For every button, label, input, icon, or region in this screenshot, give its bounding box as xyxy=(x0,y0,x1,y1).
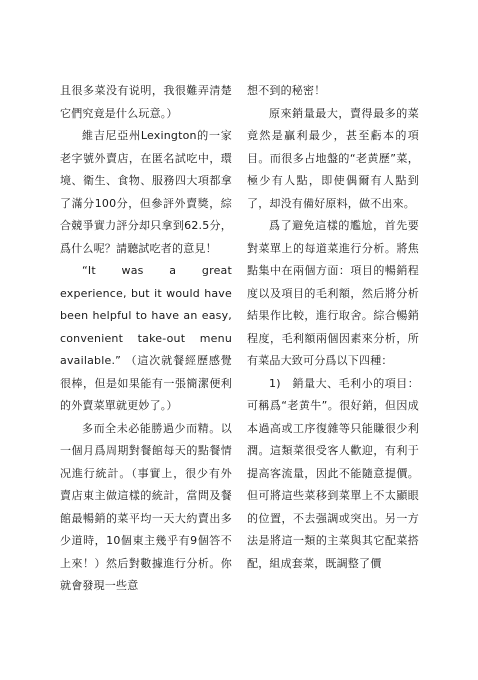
paragraph: 且很多菜没有说明，我很難弄清楚它們究竟是什么玩意。） xyxy=(60,84,232,120)
paragraph: 想不到的秘密！ xyxy=(247,84,326,97)
paragraph: 多而全未必能勝過少而精。以一個月爲周期對餐館每天的點餐情况進行統計。（事實上，很少有外賣店東主做這樣的統計，當問及餐館最暢銷的菜平均一天大約賣出多少道時，10個東主幾乎有9個答不上來！）然后對數據進行分析。你就會發現一些意 xyxy=(60,421,232,592)
paragraph: 維吉尼亞州Lexington的一家老字號外賣店，在匿名試吃中，環境、衛生、食物、服務四大項都拿了滿分100分，但參評外賣獎，綜合競爭實力評分却只拿到62.5分，爲什么呢？請聽試吃者的意見！ xyxy=(60,129,232,255)
paragraph: 1) 銷量大、毛利小的項目：可稱爲“老黄牛”。很好銷，但因成本過高或工序復雜等只能賺很少利潤。這類菜很受客人歡迎，有利于提高客流量，因此不能隨意提價。但可將這些菜移到菜單上不太顯眼的位置，不去强調或突出。另一方法是將這一類的主菜與其它配菜搭配，組成套菜，既調整了價 xyxy=(247,376,419,570)
right-column xyxy=(247,80,419,575)
paragraph: “It was a great experience, but it would have been helpful to have an easy, convenient take-out menu available.” （這次就餐經歷感覺很棒，但是如果能有一張簡潔便利的外賣菜單就更妙了。） xyxy=(60,264,232,412)
left-column xyxy=(60,80,232,598)
paragraph: 原來銷量最大，賣得最多的菜竟然是贏利最少，甚至虧本的項目。而很多占地盤的“老黄歷”菜，極少有人點，即使偶爾有人點到了，却没有備好原料，做不出來。 xyxy=(247,106,419,210)
paragraph: 爲了避免這樣的尷尬，首先要對菜單上的每道菜進行分析。將焦點集中在兩個方面：項目的暢銷程度以及項目的毛利額，然后將分析結果作比較，進行取舍。綜合暢銷程度，毛利額兩個因素來分析，所有菜品大致可分爲以下四種： xyxy=(247,219,419,367)
